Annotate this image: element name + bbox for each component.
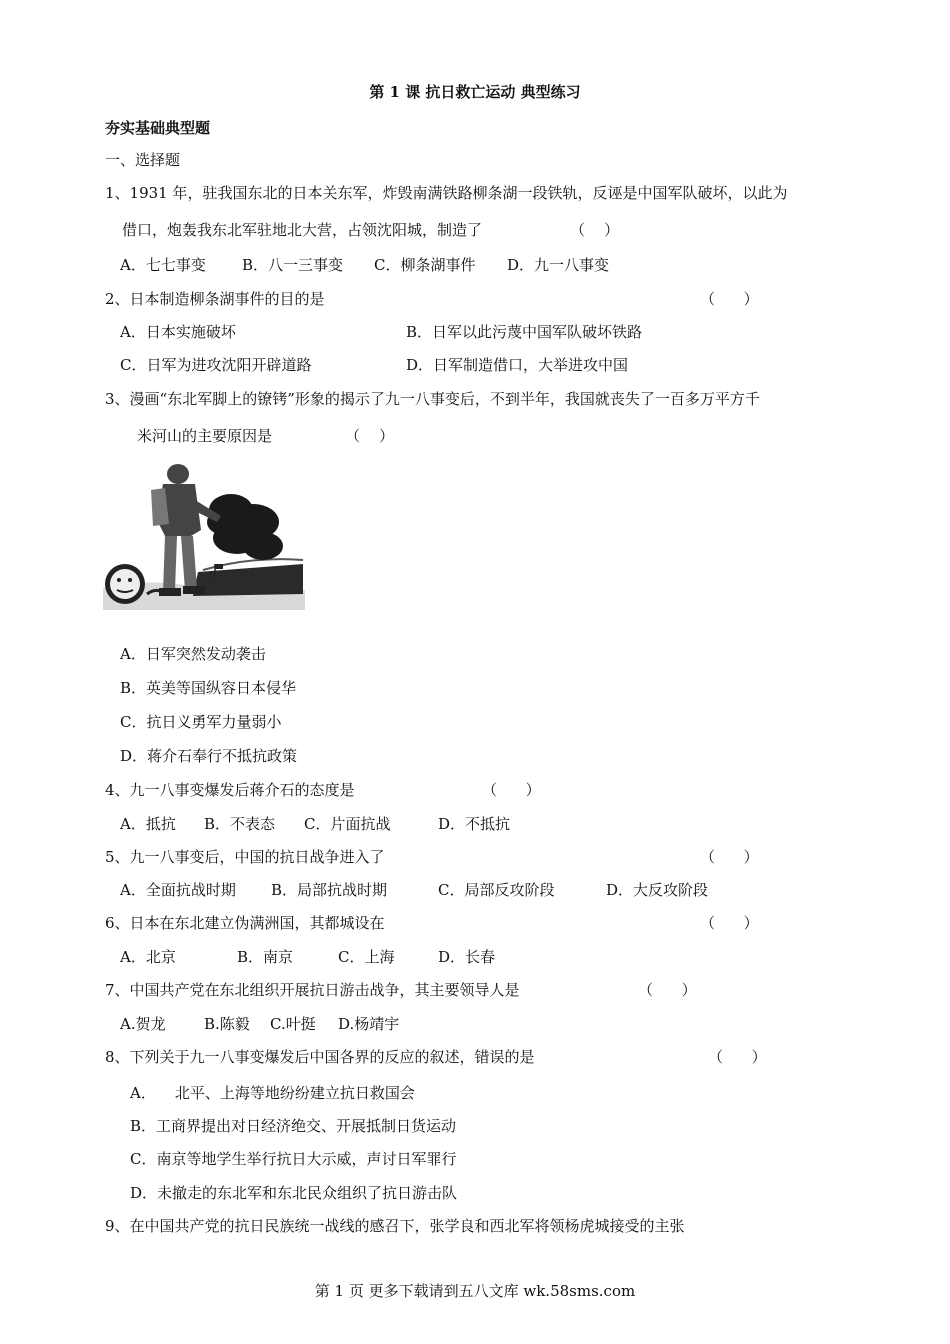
question-5-option-c: C．局部反攻阶段	[438, 881, 555, 899]
question-4-blank: （ ）	[482, 781, 541, 799]
question-2-blank: （ ）	[700, 290, 759, 308]
part-heading: 一、选择题	[105, 151, 181, 169]
question-2-option-b: B．日军以此污蔑中国军队破坏铁路	[406, 323, 643, 341]
question-8-option-c: C．南京等地学生举行抗日大示威，声讨日军罪行	[130, 1150, 457, 1168]
question-8-stem: 8、下列关于九一八事变爆发后中国各界的反应的叙述，错误的是	[105, 1048, 535, 1066]
question-5-option-d: D．大反攻阶段	[606, 881, 709, 899]
question-3-option-a: A．日军突然发动袭击	[120, 645, 266, 663]
question-7-blank: （ ）	[638, 981, 697, 999]
question-5-blank: （ ）	[700, 848, 759, 866]
question-8-option-a: A． 北平、上海等地纷纷建立抗日救国会	[130, 1084, 415, 1102]
question-3-blank: （ ）	[345, 427, 395, 445]
question-3-option-d: D．蒋介石奉行不抵抗政策	[120, 747, 298, 765]
question-5-option-b: B．局部抗战时期	[271, 881, 388, 899]
question-7-option-a: A.贺龙	[120, 1015, 166, 1033]
question-2-option-a: A．日本实施破坏	[120, 323, 236, 341]
question-4-stem: 4、九一八事变爆发后蒋介石的态度是	[105, 781, 355, 799]
question-6-stem: 6、日本在东北建立伪满洲国，其都城设在	[105, 914, 385, 932]
question-1-option-a: A．七七事变	[120, 256, 206, 274]
question-6-blank: （ ）	[700, 914, 759, 932]
question-8-option-b: B．工商界提出对日经济绝交、开展抵制日货运动	[130, 1117, 457, 1135]
question-4-option-a: A．抵抗	[120, 815, 176, 833]
question-3-line-1: 3、漫画“东北军脚上的镣铐”形象的揭示了九一八事变后，不到半年，我国就丧失了一百多万平方千	[105, 390, 760, 408]
question-1-line-1: 1、1931 年，驻我国东北的日本关东军，炸毁南满铁路柳条湖一段铁轨，反诬是中国军队破坏，以此为	[105, 184, 788, 202]
cartoon-image	[103, 460, 305, 610]
question-4-option-b: B．不表态	[204, 815, 276, 833]
page-title: 第 1 课 抗日救亡运动 典型练习	[369, 83, 581, 101]
question-1-blank: （ ）	[570, 221, 620, 239]
question-3-option-b: B．英美等国纵容日本侵华	[120, 679, 297, 697]
question-7-stem: 7、中国共产党在东北组织开展抗日游击战争，其主要领导人是	[105, 981, 520, 999]
question-1-line-2: 借口，炮轰我东北军驻地北大营，占领沈阳城，制造了	[122, 221, 483, 239]
section-heading: 夯实基础典型题	[105, 119, 211, 137]
question-1-option-c: C．柳条湖事件	[374, 256, 476, 274]
question-9-stem: 9、在中国共产党的抗日民族统一战线的感召下，张学良和西北军将领杨虎城接受的主张	[105, 1217, 685, 1235]
question-7-option-c: C.叶挺	[270, 1015, 316, 1033]
page-footer: 第 1 页 更多下载请到五八文库 wk.58sms.com	[314, 1282, 636, 1300]
question-4-option-d: D．不抵抗	[438, 815, 511, 833]
question-6-option-b: B．南京	[237, 948, 294, 966]
question-8-option-d: D．未撤走的东北军和东北民众组织了抗日游击队	[130, 1184, 458, 1202]
question-6-option-c: C．上海	[338, 948, 395, 966]
question-2-option-c: C．日军为进攻沈阳开辟道路	[120, 356, 312, 374]
question-7-option-d: D.杨靖宇	[338, 1015, 400, 1033]
question-6-option-d: D．长春	[438, 948, 496, 966]
question-1-option-d: D．九一八事变	[507, 256, 610, 274]
question-3-option-c: C．抗日义勇军力量弱小	[120, 713, 282, 731]
question-5-stem: 5、九一八事变后，中国的抗日战争进入了	[105, 848, 385, 866]
question-5-option-a: A．全面抗战时期	[120, 881, 236, 899]
question-2-option-d: D．日军制造借口，大举进攻中国	[406, 356, 629, 374]
question-8-blank: （ ）	[708, 1048, 767, 1066]
question-6-option-a: A．北京	[120, 948, 176, 966]
question-7-option-b: B.陈毅	[204, 1015, 250, 1033]
question-4-option-c: C．片面抗战	[304, 815, 391, 833]
question-1-option-b: B．八一三事变	[242, 256, 344, 274]
question-3-line-2: 米河山的主要原因是	[137, 427, 273, 445]
question-2-stem: 2、日本制造柳条湖事件的目的是	[105, 290, 325, 308]
